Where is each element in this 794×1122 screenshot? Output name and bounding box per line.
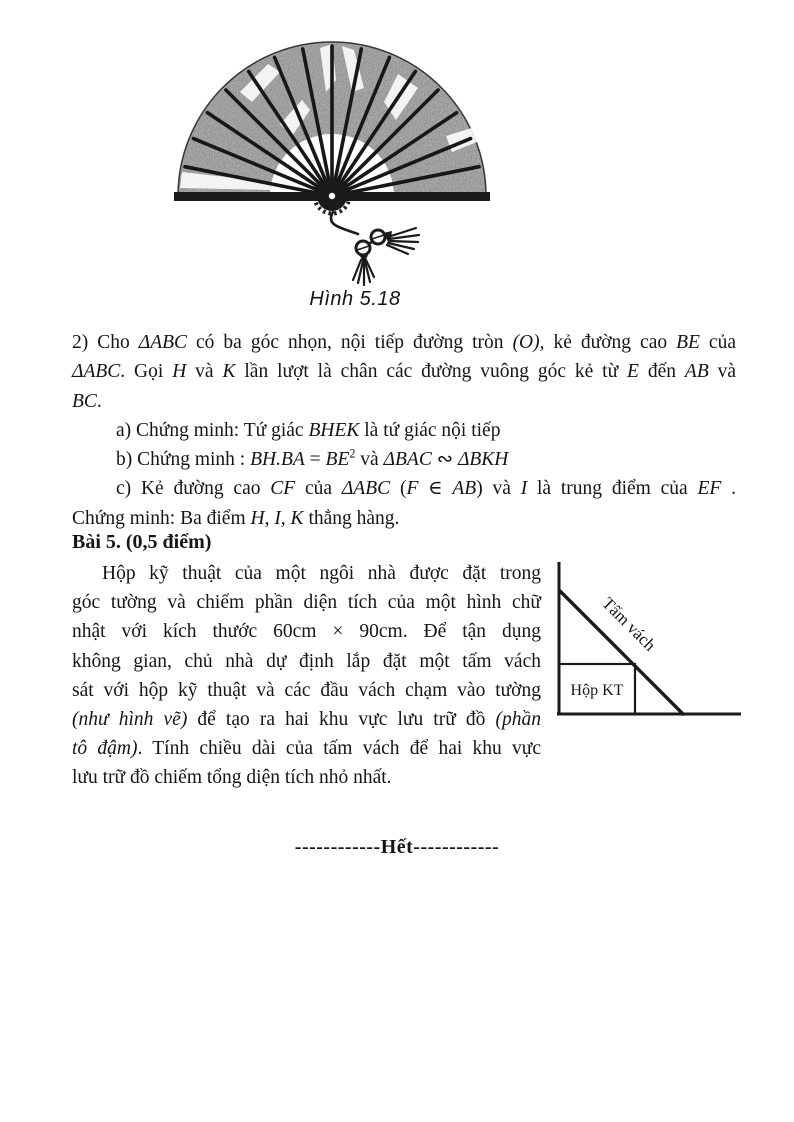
text-line: BC. — [72, 390, 102, 412]
text-line: Chứng minh: Ba điểm H, I, K thẳng hàng. — [72, 507, 400, 529]
text-line: sát với hộp kỹ thuật và các đầu vách chạm vào tường — [72, 679, 541, 701]
fan-figure — [160, 40, 504, 290]
fan-illustration — [160, 40, 504, 290]
text-line: nhật với kích thước 60cm × 90cm. Để tận dụng — [72, 621, 541, 643]
text-line: lưu trữ đồ chiếm tổng diện tích nhỏ nhất. — [72, 767, 392, 789]
text-line: 2) Cho ΔABC có ba góc nhọn, nội tiếp đường tròn (O), kẻ đường cao BE của — [72, 332, 736, 353]
text-line: b) Chứng minh : $BH.BA = BE^2$ và ΔBAC ∾ ΔBKH — [116, 446, 509, 471]
tech-box-label: Hộp KT — [570, 682, 624, 699]
text-line: (như hình vẽ) để tạo ra hai khu vực lưu trữ đồ (phần — [72, 709, 541, 731]
text-line: tô đậm). Tính chiều dài của tấm vách để hai khu vực — [72, 738, 541, 760]
text-line: Hộp kỹ thuật của một ngôi nhà được đặt trong — [102, 563, 541, 584]
fan-tassel — [331, 212, 419, 285]
problem-2 — [72, 328, 736, 533]
corner-diagram — [545, 556, 745, 724]
text-line: c) Kẻ đường cao CF của ΔABC (F ∈ AB) và I là trung điểm của EF . — [116, 478, 737, 500]
partition-label: Tấm vách — [598, 593, 660, 655]
text-line: góc tường và chiếm phần diện tích của một hình chữ — [72, 592, 541, 614]
problem-5-heading: Bài 5. (0,5 điểm) — [72, 531, 212, 553]
end-divider: ------------Hết------------ — [294, 836, 500, 858]
text-line: a) Chứng minh: Tứ giác BHEK là tứ giác nội tiếp — [116, 419, 501, 441]
problem-5-text — [72, 559, 541, 793]
text-line: không gian, chủ nhà dự định lắp đặt một tấm vách — [72, 650, 541, 672]
figure-caption: Hình 5.18 — [309, 288, 401, 310]
text-line: ΔABC. Gọi H và K lần lượt là chân các đường vuông góc kẻ từ E đến AB và — [72, 361, 737, 383]
